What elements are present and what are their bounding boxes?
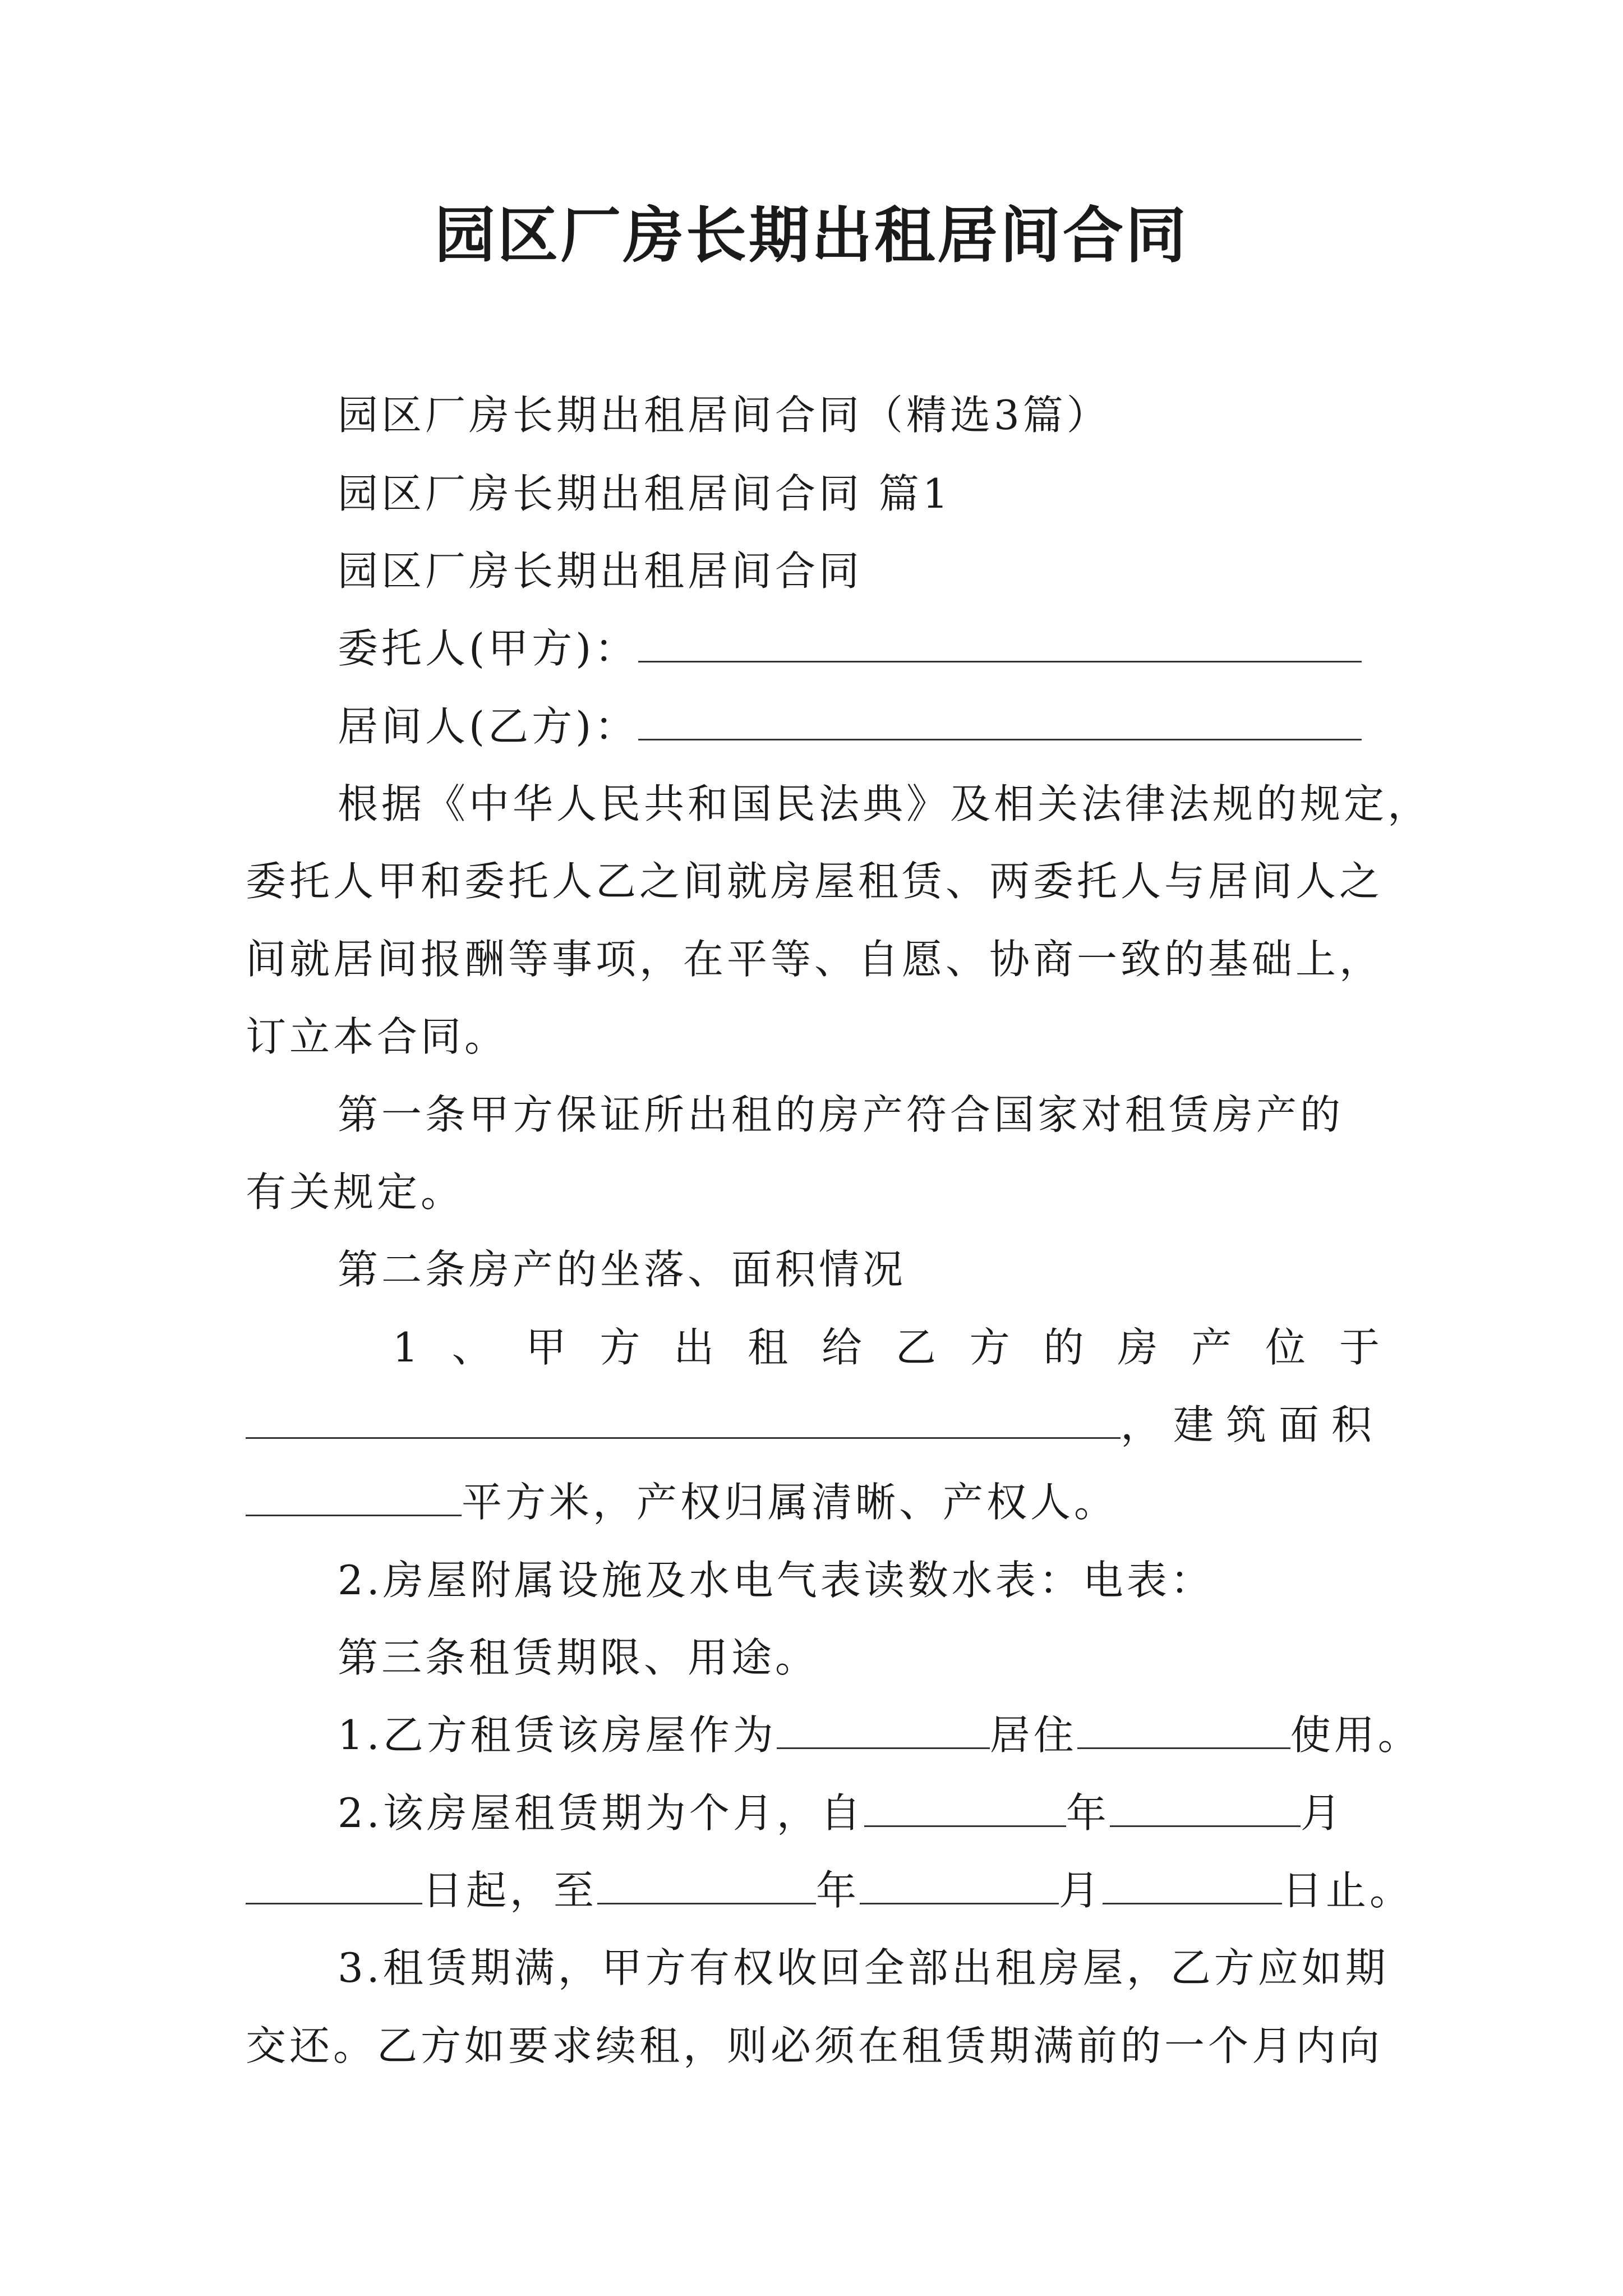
paragraph-line: 第一条甲方保证所出租的房产符合国家对租赁房产的 (338, 1091, 1344, 1138)
article-two-heading: 第二条房产的坐落、面积情况 (338, 1246, 907, 1293)
spaced-char: 甲 (525, 1324, 566, 1371)
location-blank (246, 1397, 1121, 1439)
area-text: 平方米，产权归属清晰、产权人。 (462, 1479, 1118, 1526)
subtitle-part: 园区厂房长期出租居间合同 篇1 (338, 470, 952, 517)
party-a-line (338, 620, 1362, 677)
spaced-char: 于 (1339, 1324, 1380, 1371)
term-month: 月 (1300, 1789, 1344, 1837)
area-blank (246, 1474, 462, 1516)
usage-blank-2 (1077, 1707, 1290, 1749)
end-month: 月 (1059, 1867, 1103, 1914)
spaced-char: 位 (1265, 1324, 1306, 1371)
building-area-label: ，建筑面积 (1121, 1401, 1385, 1448)
paragraph-line: 根据《中华人民共和国民法典》及相关法律法规的规定， (338, 780, 1432, 827)
article-three-heading: 第三条租赁期限、用途。 (338, 1634, 819, 1681)
paragraph-line: 订立本合同。 (246, 1013, 509, 1060)
term-year: 年 (1066, 1789, 1110, 1837)
spaced-char: 房 (1117, 1324, 1158, 1371)
spaced-char: 1 (393, 1324, 418, 1371)
end-day-blank (1103, 1862, 1282, 1904)
usage-text-c: 使用。 (1290, 1711, 1422, 1759)
spaced-char: 产 (1191, 1324, 1232, 1371)
month-blank (1110, 1785, 1301, 1827)
end-month-blank (860, 1862, 1059, 1904)
usage-text-b: 居住 (989, 1711, 1077, 1759)
end-year-blank (597, 1862, 816, 1904)
spaced-char: 方 (600, 1324, 640, 1371)
end-day: 日止。 (1282, 1867, 1414, 1914)
paragraph-line: 交还。乙方如要求续租，则必须在租赁期满前的一个月内向 (246, 2022, 1384, 2069)
term-text-b: 日起，至 (422, 1867, 598, 1914)
spaced-char: 方 (969, 1324, 1010, 1371)
party-b-line (338, 698, 1362, 754)
paragraph-line: 有关规定。 (246, 1168, 465, 1216)
spaced-char: 乙 (895, 1324, 936, 1371)
usage-line (338, 1707, 1422, 1763)
term-text-a: 2.该房屋租赁期为个月，自 (338, 1789, 864, 1837)
paragraph-line: 3.租赁期满，甲方有权收回全部出租房屋，乙方应如期 (338, 1944, 1389, 1991)
year-blank (864, 1785, 1066, 1827)
document-title: 园区厂房长期出租居间合同 (434, 200, 1188, 271)
area-line (246, 1474, 1118, 1530)
property-location-line (393, 1319, 1380, 1375)
party-b-label: 居间人(乙方)： (338, 703, 639, 750)
paragraph-line: 2.房屋附属设施及水电气表读数水表：电表： (338, 1557, 1214, 1604)
spaced-char: 出 (674, 1324, 714, 1371)
spaced-char: 租 (748, 1324, 789, 1371)
term-end-line (246, 1862, 1413, 1918)
usage-blank-1 (777, 1707, 990, 1749)
paragraph-line: 委托人甲和委托人乙之间就房屋租赁、两委托人与居间人之 (246, 858, 1384, 905)
party-a-blank (638, 620, 1362, 662)
usage-text-a: 1.乙方租赁该房屋作为 (338, 1711, 777, 1759)
contract-heading: 园区厂房长期出租居间合同 (338, 547, 863, 595)
paragraph-line: 间就居间报酬等事项，在平等、自愿、协商一致的基础上， (246, 936, 1384, 983)
party-b-blank (638, 698, 1362, 740)
subtitle-collection: 园区厂房长期出租居间合同（精选3篇） (338, 392, 1110, 439)
spaced-char: 的 (1043, 1324, 1084, 1371)
term-start-line (338, 1785, 1344, 1841)
building-area-line (246, 1397, 1384, 1453)
spaced-char: 、 (451, 1324, 492, 1371)
spaced-char: 给 (821, 1324, 862, 1371)
end-year: 年 (816, 1867, 860, 1914)
day-blank (246, 1862, 422, 1904)
party-a-label: 委托人(甲方)： (338, 625, 639, 672)
